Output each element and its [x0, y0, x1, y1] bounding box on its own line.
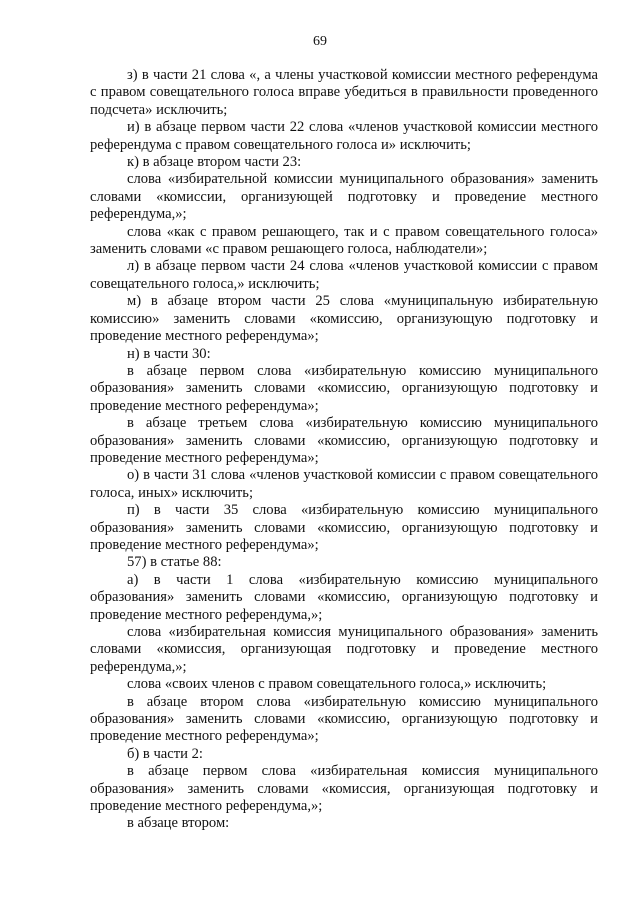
paragraph: слова «избирательная комиссия муниципального образования» заменить словами «комиссия, организующая подготовку и проведение местного референдума,»;: [90, 624, 598, 675]
paragraph: слова «как с правом решающего, так и с правом совещательного голоса» заменить словами «с правом решающего голоса, наблюдатели»;: [90, 223, 598, 258]
paragraph: л) в абзаце первом части 24 слова «членов участковой комиссии с правом совещательного голоса,» исключить;: [90, 258, 598, 292]
paragraph: и) в абзаце первом части 22 слова «членов участковой комиссии местного референдума с правом совещательного голоса и» исключить;: [90, 119, 598, 153]
paragraph: о) в части 31 слова «членов участковой комиссии с правом совещательного голоса, иных» исключить;: [90, 467, 598, 501]
paragraph: а) в части 1 слова «избирательную комиссию муниципального образования» заменить словами «комиссию, организующую подготовку и проведение местного референдума,»;: [90, 571, 598, 623]
paragraph: б) в части 2:: [127, 745, 203, 762]
paragraph: н) в части 30:: [127, 345, 211, 362]
paragraph: в абзаце втором слова «избирательную комиссию муниципального образования» заменить словами «комиссию, организующую подготовку и проведение местного референдума»;: [90, 693, 598, 745]
paragraph: в абзаце третьем слова «избирательную комиссию муниципального образования» заменить словами «комиссию, организующую подготовку и проведение местного референдума»;: [90, 415, 598, 466]
paragraph: п) в части 35 слова «избирательную комиссию муниципального образования» заменить словами «комиссию, организующую подготовку и проведение местного референдума»;: [90, 502, 598, 553]
paragraph: в абзаце первом слова «избирательную комиссию муниципального образования» заменить словами «комиссию, организующую подготовку и проведение местного референдума»;: [90, 362, 598, 414]
paragraph: в абзаце первом слова «избирательная комиссия муниципального образования» заменить словами «комиссия, организующая подготовку и проведение местного референдума,»;: [90, 763, 598, 815]
paragraph: в абзаце втором:: [127, 815, 230, 832]
paragraph: м) в абзаце втором части 25 слова «муниципальную избирательную комиссию» заменить словами «комиссию, организующую подготовку и проведение местного референдума»;: [90, 293, 598, 345]
paragraph: слова «своих членов с правом совещательного голоса,» исключить;: [127, 676, 547, 693]
paragraph: слова «избирательной комиссии муниципального образования» заменить словами «комиссии, организующей подготовку и проведение местного референдума,»;: [90, 171, 598, 223]
paragraph: з) в части 21 слова «, а члены участковой комиссии местного референдума с правом совещательного голоса вправе убедиться в правильности проведенного подсчета» исключить;: [90, 67, 598, 118]
paragraph: 57) в статье 88:: [127, 554, 222, 571]
page-number: 69: [313, 34, 327, 49]
paragraph: к) в абзаце втором части 23:: [127, 154, 302, 171]
document-body: [90, 67, 598, 833]
